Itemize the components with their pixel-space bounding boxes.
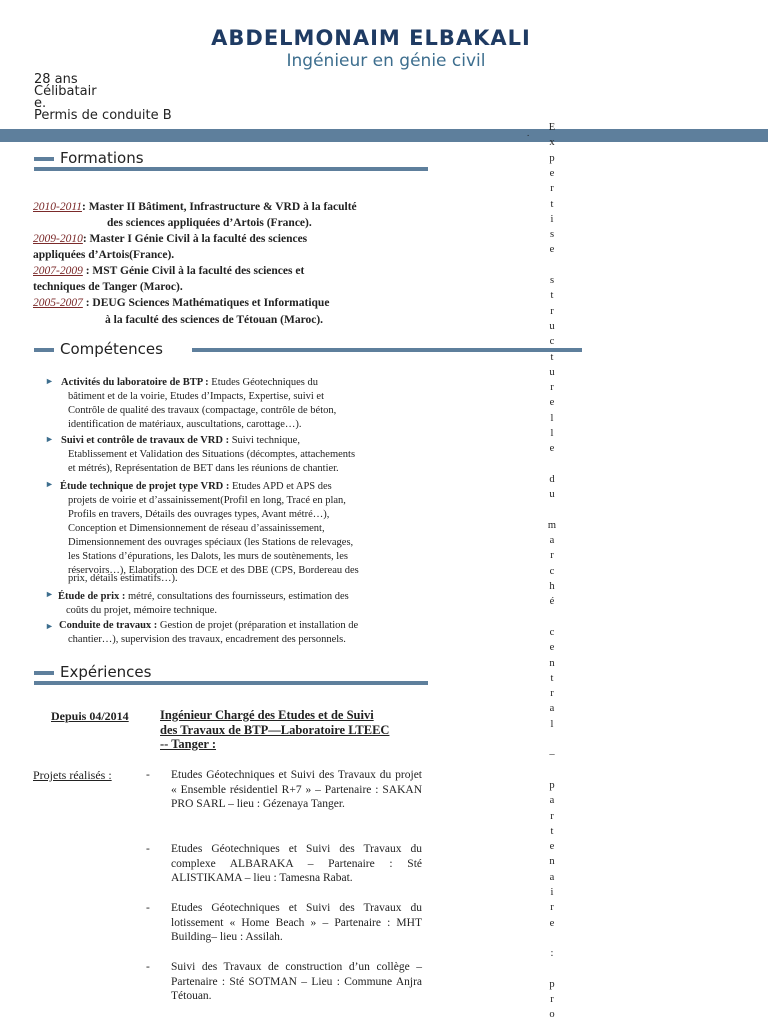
vertical-text-char: : <box>550 948 554 960</box>
vertical-text-char: m <box>547 519 557 531</box>
experience-role-line: -- Tanger : <box>160 737 217 751</box>
vertical-text-char: e <box>549 917 555 929</box>
formation-year: 2009-2010 <box>33 233 83 245</box>
dash-bullet: - <box>146 902 150 914</box>
formation-text: : MST Génie Civil à la faculté des sciences et <box>82 265 305 277</box>
vertical-text-char: r <box>550 688 554 700</box>
vertical-text-char: r <box>550 810 554 822</box>
job-title: Ingénieur en génie civil <box>286 51 486 71</box>
vertical-text-char: e <box>549 167 555 179</box>
vertical-text-char: p <box>549 978 555 990</box>
competences-title: Compétences <box>60 340 163 358</box>
vertical-text-char: s <box>549 275 555 286</box>
vertical-text-char: t <box>550 290 554 302</box>
competence-line: chantier…), supervision des travaux, encadrement des personnels. <box>68 634 346 645</box>
vertical-text-char: t <box>550 672 554 684</box>
vertical-text-char: E <box>548 122 556 133</box>
vertical-text-char: u <box>549 320 555 332</box>
formation-year: 2007-2009 <box>33 265 83 277</box>
vertical-text-char: i <box>550 213 554 225</box>
candidate-name: ABDELMONAIM ELBAKALI <box>211 26 531 50</box>
experience-date: Depuis 04/2014 <box>51 709 129 723</box>
bullet-arrow-icon: ► <box>45 479 54 489</box>
vertical-text-char: h <box>549 581 555 592</box>
vertical-text-char <box>546 258 558 273</box>
competence-line: projets de voirie et d’assainissement(Profil en long, Tracé en plan, <box>68 495 346 506</box>
vertical-text-char: r <box>550 902 554 914</box>
vertical-text-char: s <box>549 229 555 241</box>
vertical-text-char: a <box>549 871 555 883</box>
vertical-text-char: – <box>549 749 555 761</box>
competence-line: coûts du projet, mémoire technique. <box>66 605 218 616</box>
formations-title: Formations <box>60 149 144 167</box>
vertical-text-char: e <box>549 397 555 409</box>
vertical-text-char: e <box>549 642 555 654</box>
vertical-text-char: p <box>549 779 555 791</box>
competence-line: Conception et Dimensionnement de réseau d’assainissement, <box>68 523 325 534</box>
competence-line: Gestion de projet (préparation et installation de <box>159 620 359 631</box>
competence-line: et métrés), Représentation de BET dans les réunions de chantier. <box>68 463 339 474</box>
competence-line: réservoirs…), Elaboration des DCE et des DBE (CPS, Bordereau des <box>68 565 359 576</box>
competence-line: Dimensionnement des ouvrages spéciaux (les Stations de relevages, <box>68 537 354 548</box>
vertical-text-char: p <box>549 152 555 164</box>
vertical-text-char <box>546 962 558 977</box>
vertical-text-char: t <box>550 198 554 210</box>
competence-line: bâtiment et de la voirie, Etudes d’Impacts, Expertise, suivi et <box>68 391 325 402</box>
formation-year: 2005-2007 <box>33 297 83 309</box>
vertical-text-char: t <box>550 825 554 837</box>
bullet-arrow-icon: ► <box>45 621 54 631</box>
vertical-text-char: r <box>550 994 554 1006</box>
competence-line: Profils en travers, Détails des ouvrages types, Avant métré…), <box>68 509 330 520</box>
vertical-text-char: d <box>549 473 555 485</box>
vertical-text-char: a <box>549 703 555 715</box>
formation-text: : DEUG Sciences Mathématiques et Informatique <box>82 297 330 309</box>
competence-label: Activités du laboratoire de BTP : <box>61 377 209 388</box>
vertical-text-char: e <box>549 244 555 256</box>
vertical-text-char: r <box>550 550 554 562</box>
vertical-text-char: n <box>549 856 555 868</box>
vertical-text-char: a <box>549 795 555 807</box>
bullet-arrow-icon: ► <box>45 376 54 386</box>
personal-license: Permis de conduite B <box>34 108 172 123</box>
vertical-text-char: c <box>549 565 555 577</box>
personal-status: Célibatair <box>34 84 97 99</box>
projects-label: Projets réalisés : <box>33 768 112 782</box>
dash-bullet: - <box>146 769 150 781</box>
vertical-text-char <box>546 732 558 747</box>
competence-line: prix, détails estimatifs…). <box>68 573 178 584</box>
competence-line: identification de matériaux, auscultations, carottage…). <box>68 419 302 430</box>
vertical-text-char: t <box>550 351 554 363</box>
vertical-text-char: u <box>549 489 555 501</box>
personal-age: 28 ans <box>34 72 78 87</box>
vertical-text-char: r <box>550 305 554 317</box>
experiences-title: Expériences <box>60 663 152 681</box>
vertical-text-char <box>546 610 558 625</box>
project-text: Suivi des Travaux de construction d’un collège – Partenaire : Sté SOTMAN – Lieu : Commune Anjra Tétouan. <box>171 961 422 1002</box>
dash-bullet: - <box>146 961 150 973</box>
vertical-text-char: e <box>549 841 555 853</box>
vertical-text-char: r <box>550 183 554 195</box>
project-text: Etudes Géotechniques et Suivi des Travaux du projet « Ensemble résidentiel R+7 » – Partenaire : SAKAN PRO SARL – lieu : Gézenaya Tanger. <box>171 769 422 810</box>
competence-line: Contrôle de qualité des travaux (compactage, contrôle de béton, <box>68 405 337 416</box>
competence-line: métré, consultations des fournisseurs, estimation des <box>128 591 349 602</box>
formation-cont: des sciences appliquées d’Artois (France). <box>107 217 312 229</box>
vertical-text-char <box>546 931 558 946</box>
competence-line: Suivi technique, <box>231 435 300 446</box>
vertical-text-char: c <box>549 336 555 348</box>
competence-line: Etablissement et Validation des Situations (décomptes, attachements <box>68 449 356 460</box>
vertical-text-char: l <box>550 412 554 424</box>
vertical-text-char: i <box>550 887 554 898</box>
competence-label: Étude de prix : <box>58 591 126 602</box>
vertical-text-char <box>546 457 558 472</box>
vertical-text-column <box>0 118 768 1024</box>
project-text: Etudes Géotechniques et Suivi des Travaux du lotissement « Home Beach » – Partenaire : MHT Building– lieu : Assilah. <box>171 902 422 943</box>
formation-cont: appliquées d’Artois(France). <box>33 249 175 261</box>
vertical-text-char: x <box>549 137 555 149</box>
vertical-text-char: o <box>549 1009 555 1021</box>
vertical-text-char: r <box>550 382 554 394</box>
personal-status-cont: e. <box>34 96 47 111</box>
competence-line: les Stations d’épurations, les Dalots, les murs de soutènements, les <box>68 551 348 562</box>
vertical-text-char: c <box>549 626 555 638</box>
bullet-arrow-icon: ► <box>45 589 54 599</box>
formation-cont: à la faculté des sciences de Tétouan (Maroc). <box>105 314 324 326</box>
vertical-text-char: e <box>549 443 555 455</box>
band-mark: . <box>527 128 530 138</box>
vertical-text-char: l <box>550 428 554 439</box>
formation-year: 2010-2011 <box>33 201 82 213</box>
vertical-text-char: é <box>549 596 555 608</box>
project-text: Etudes Géotechniques et Suivi des Travaux du complexe ALBARAKA – Partenaire : Sté ALISTIKAMA – lieu : Tamesna Rabat. <box>171 843 422 884</box>
competence-line: Etudes APD et APS des <box>231 481 332 492</box>
competence-label: Suivi et contrôle de travaux de VRD : <box>61 435 230 446</box>
experience-role-line: Ingénieur Chargé des Etudes et de Suivi <box>160 708 374 722</box>
experience-role-line: des Travaux de BTP—Laboratoire LTEEC <box>160 722 390 737</box>
bullet-arrow-icon: ► <box>45 434 54 444</box>
dash-bullet: - <box>146 843 150 855</box>
vertical-text-char <box>546 503 558 518</box>
vertical-text-char: l <box>550 718 554 730</box>
formation-text: : Master II Bâtiment, Infrastructure & VRD à la faculté <box>81 201 357 213</box>
vertical-text-char: n <box>549 657 555 669</box>
formation-cont: techniques de Tanger (Maroc). <box>33 281 183 293</box>
formation-text: : Master I Génie Civil à la faculté des sciences <box>82 233 308 245</box>
vertical-text-char: u <box>549 366 555 378</box>
competence-label: Étude technique de projet type VRD : <box>60 481 230 492</box>
competence-label: Conduite de travaux : <box>59 620 158 631</box>
vertical-text-char: a <box>549 535 555 547</box>
vertical-text-char <box>546 763 558 778</box>
competence-line: Etudes Géotechniques du <box>211 377 319 388</box>
